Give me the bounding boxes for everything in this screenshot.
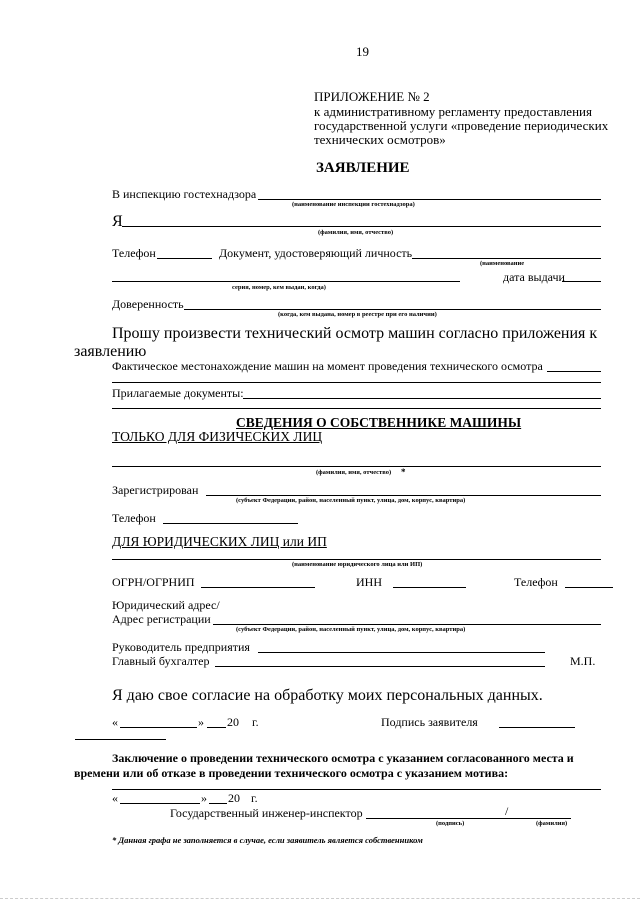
inspector-signature-field[interactable] bbox=[366, 818, 571, 819]
consent-year-suffix: г. bbox=[252, 715, 259, 729]
legal-phone-field[interactable] bbox=[565, 587, 613, 588]
attached-docs-field[interactable] bbox=[243, 398, 601, 399]
legal-name-field[interactable] bbox=[112, 559, 601, 560]
appendix-line-3: технических осмотров» bbox=[314, 132, 446, 147]
ogrn-label: ОГРН/ОГРНИП bbox=[112, 575, 195, 589]
inspector-signature-caption: (подпись) bbox=[436, 820, 465, 827]
id-doc-label: Документ, удостоверяющий личность bbox=[219, 246, 413, 260]
phone-field[interactable] bbox=[157, 258, 212, 259]
scan-edge bbox=[0, 898, 640, 899]
owner-phone-label: Телефон bbox=[112, 511, 156, 525]
location-field-2[interactable] bbox=[112, 382, 601, 383]
inn-field[interactable] bbox=[393, 587, 466, 588]
conclusion-date-open: « bbox=[112, 791, 118, 805]
owner-title: СВЕДЕНИЯ О СОБСТВЕННИКЕ МАШИНЫ bbox=[236, 415, 522, 430]
location-field[interactable] bbox=[547, 371, 601, 372]
fio-field[interactable] bbox=[122, 226, 601, 227]
inspector-label: Государственный инженер-инспектор bbox=[170, 806, 363, 820]
inspector-surname-caption: (фамилия) bbox=[536, 820, 568, 827]
conclusion-year-suffix: г. bbox=[251, 791, 258, 805]
request-line-2: заявлению bbox=[74, 343, 147, 360]
ogrn-field[interactable] bbox=[201, 587, 315, 588]
ya-label: Я bbox=[112, 213, 123, 230]
page-number: 19 bbox=[356, 44, 369, 59]
head-field[interactable] bbox=[258, 652, 545, 653]
fio-caption: (фамилия, имя, отчество) bbox=[318, 229, 394, 236]
conclusion-line-2: времени или об отказе в проведении технического осмотра с указанием мотива: bbox=[74, 766, 509, 780]
request-line-1: Прошу произвести технический осмотр машин согласно приложения к bbox=[112, 325, 598, 342]
individuals-title: ТОЛЬКО ДЛЯ ФИЗИЧЕСКИХ ЛИЦ bbox=[112, 429, 323, 444]
appendix-line-1: к административному регламенту предоставления bbox=[314, 104, 592, 119]
conclusion-year-field-pre[interactable] bbox=[209, 803, 227, 804]
proxy-field[interactable] bbox=[184, 309, 601, 310]
conclusion-date-close: » bbox=[201, 791, 207, 805]
conclusion-field[interactable] bbox=[112, 789, 601, 790]
registered-label: Зарегистрирован bbox=[112, 483, 199, 497]
location-label: Фактическое местонахождение машин на момент проведения технического осмотра bbox=[112, 359, 543, 373]
seal-label: М.П. bbox=[570, 654, 596, 668]
inspection-field[interactable] bbox=[258, 199, 601, 200]
id-doc-caption: (наименование bbox=[480, 260, 525, 267]
series-field[interactable] bbox=[112, 281, 460, 282]
issue-date-label: дата выдачи bbox=[503, 270, 565, 284]
id-doc-field[interactable] bbox=[412, 258, 601, 259]
consent-day-month-field[interactable] bbox=[120, 727, 197, 728]
applicant-signature-label: Подпись заявителя bbox=[381, 715, 478, 729]
owner-phone-field[interactable] bbox=[163, 523, 298, 524]
legal-address-label: Юридический адрес/ bbox=[112, 598, 220, 612]
accountant-field[interactable] bbox=[215, 666, 545, 667]
owner-fio-caption: (фамилия, имя, отчество) bbox=[316, 469, 392, 476]
inn-label: ИНН bbox=[356, 575, 382, 589]
inspection-label: В инспекцию гостехнадзора bbox=[112, 187, 257, 201]
inspection-caption: (наименование инспекции гостехнадзора) bbox=[292, 201, 415, 208]
accountant-label: Главный бухгалтер bbox=[112, 654, 210, 668]
consent-date-close: » bbox=[198, 715, 204, 729]
footnote: * Данная графа не заполняется в случае, если заявитель является собственником bbox=[112, 835, 423, 845]
legal-phone-label: Телефон bbox=[514, 575, 558, 589]
owner-fio-field[interactable] bbox=[112, 466, 601, 467]
appendix-line-2: государственной услуги «проведение периодических bbox=[314, 118, 609, 133]
attached-docs-label: Прилагаемые документы: bbox=[112, 386, 244, 400]
legal-name-caption: (наименование юридического лица или ИП) bbox=[292, 561, 423, 568]
consent-text: Я даю свое согласие на обработку моих персональных данных. bbox=[112, 687, 543, 704]
registered-field[interactable] bbox=[206, 495, 601, 496]
consent-date-open: « bbox=[112, 715, 118, 729]
proxy-caption: (когда, кем выдана, номер в реестре при его наличии) bbox=[278, 311, 437, 318]
legal-address-caption: (субъект Федерации, район, населенный пункт, улица, дом, корпус, квартира) bbox=[236, 626, 466, 633]
consent-year-field-pre[interactable] bbox=[207, 727, 226, 728]
consent-year-prefix: 20 bbox=[227, 715, 239, 729]
proxy-label: Доверенность bbox=[112, 297, 184, 311]
conclusion-day-month-field[interactable] bbox=[120, 803, 200, 804]
appendix-title: ПРИЛОЖЕНИЕ № 2 bbox=[314, 89, 430, 104]
doc-title: ЗАЯВЛЕНИЕ bbox=[316, 160, 410, 176]
issue-date-field[interactable] bbox=[562, 281, 601, 282]
separator-line bbox=[75, 739, 166, 740]
registered-caption: (субъект Федерации, район, населенный пункт, улица, дом, корпус, квартира) bbox=[236, 497, 466, 504]
legal-address-field[interactable] bbox=[213, 624, 601, 625]
head-label: Руководитель предприятия bbox=[112, 640, 250, 654]
applicant-signature-field[interactable] bbox=[499, 727, 575, 728]
asterisk-mark: * bbox=[401, 467, 406, 477]
series-caption: серия, номер, кем выдан, когда) bbox=[232, 284, 326, 291]
slash-separator: / bbox=[505, 804, 509, 818]
reg-address-label: Адрес регистрации bbox=[112, 612, 211, 626]
conclusion-line-1: Заключение о проведении технического осмотра с указанием согласованного места и bbox=[112, 751, 574, 765]
conclusion-year-prefix: 20 bbox=[228, 791, 240, 805]
attached-docs-field-2[interactable] bbox=[112, 408, 601, 409]
phone-label: Телефон bbox=[112, 246, 156, 260]
legal-title: ДЛЯ ЮРИДИЧЕСКИХ ЛИЦ или ИП bbox=[112, 534, 327, 549]
